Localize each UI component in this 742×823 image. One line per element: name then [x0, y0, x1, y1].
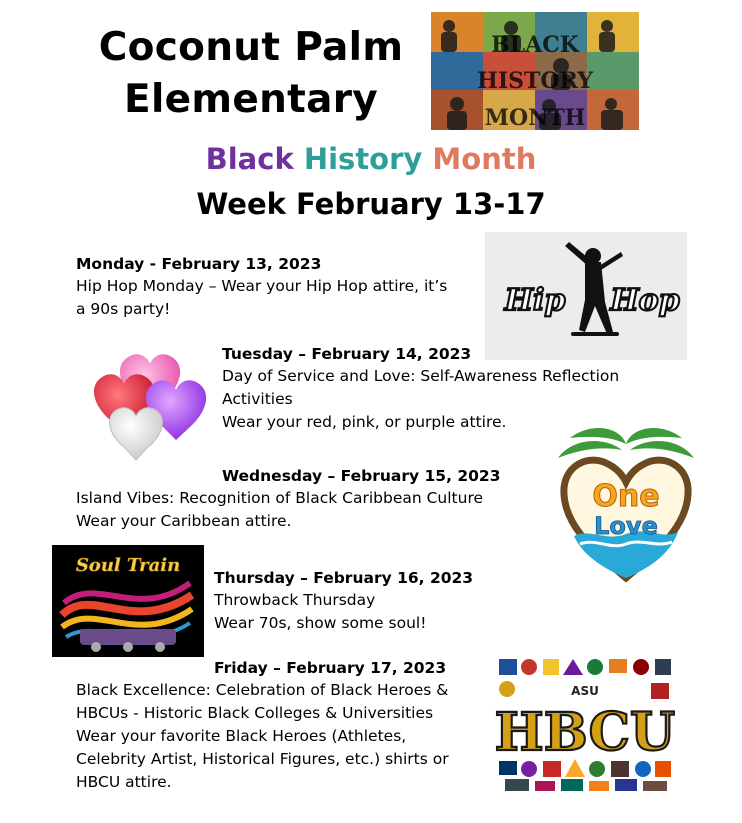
friday-line3: Wear your favorite Black Heroes (Athletes,: [76, 727, 407, 745]
one-love-graphic: [550, 418, 702, 590]
svg-text:One: One: [592, 479, 660, 514]
school-name-line2: Elementary: [124, 77, 378, 122]
week-title: Week February 13-17: [196, 187, 546, 221]
svg-text:Hop: Hop: [610, 283, 680, 318]
hearts-image: [80, 348, 214, 466]
poster-graphic: [431, 12, 639, 130]
soul-train-graphic: [52, 545, 204, 657]
black-history-month-title: [0, 140, 742, 178]
monday-line1: Hip Hop Monday – Wear your Hip Hop attire, it’s: [76, 277, 448, 295]
monday-line2: a 90s party!: [76, 300, 171, 318]
monday-heading: Monday - February 13, 2023: [76, 255, 322, 273]
school-name: [96, 22, 406, 126]
friday-heading: [76, 657, 496, 679]
tuesday-line1: Day of Service and Love: Self-Awareness Reflection: [222, 367, 620, 385]
school-name-line1: Coconut Palm: [98, 25, 404, 70]
friday-section: [76, 657, 496, 794]
bhm-word-history: History: [303, 142, 423, 176]
hbcu-graphic: [495, 655, 675, 795]
one-love-image: [550, 418, 702, 590]
friday-line4: Celebrity Artist, Historical Figures, etc.) shirts or: [76, 750, 449, 768]
svg-text:Hip: Hip: [504, 283, 566, 318]
svg-text:Love: Love: [594, 512, 658, 540]
tuesday-heading: Tuesday – February 14, 2023: [222, 345, 472, 363]
poster-lettering: BLACK: [491, 32, 579, 58]
monday-section: [76, 253, 486, 321]
wednesday-line2: Wear your Caribbean attire.: [76, 512, 292, 530]
bhm-word-month: Month: [432, 142, 537, 176]
bhm-word-black: Black: [205, 142, 294, 176]
thursday-section: [214, 567, 514, 635]
hbcu-image: [495, 655, 675, 795]
wednesday-line1: Island Vibes: Recognition of Black Caribbean Culture: [76, 489, 484, 507]
svg-text:HBCU: HBCU: [495, 702, 675, 763]
wednesday-heading: [76, 465, 546, 487]
hearts-graphic: [80, 348, 214, 466]
black-history-month-poster: [431, 12, 639, 130]
tuesday-line3: Wear your red, pink, or purple attire.: [222, 413, 507, 431]
wednesday-section: [76, 465, 546, 533]
hip-hop-image: [485, 232, 687, 360]
soul-train-image: [52, 545, 204, 657]
thursday-line1: Throwback Thursday: [214, 591, 376, 609]
friday-line2: HBCUs - Historic Black Colleges & Universities: [76, 704, 434, 722]
svg-text:Soul Train: Soul Train: [75, 555, 181, 576]
thursday-heading: Thursday – February 16, 2023: [214, 569, 474, 587]
friday-heading-text: Friday – February 17, 2023: [214, 659, 447, 677]
tuesday-line2: Activities: [222, 390, 293, 408]
friday-line1: Black Excellence: Celebration of Black Heroes &: [76, 681, 449, 699]
friday-line5: HBCU attire.: [76, 773, 172, 791]
wednesday-heading-text: Wednesday – February 15, 2023: [222, 467, 501, 485]
thursday-line2: Wear 70s, show some soul!: [214, 614, 427, 632]
hip-hop-graphic: [485, 232, 687, 360]
svg-text:ASU: ASU: [571, 684, 599, 698]
svg-text:MONTH: MONTH: [484, 105, 586, 130]
svg-text:HISTORY: HISTORY: [477, 68, 593, 94]
